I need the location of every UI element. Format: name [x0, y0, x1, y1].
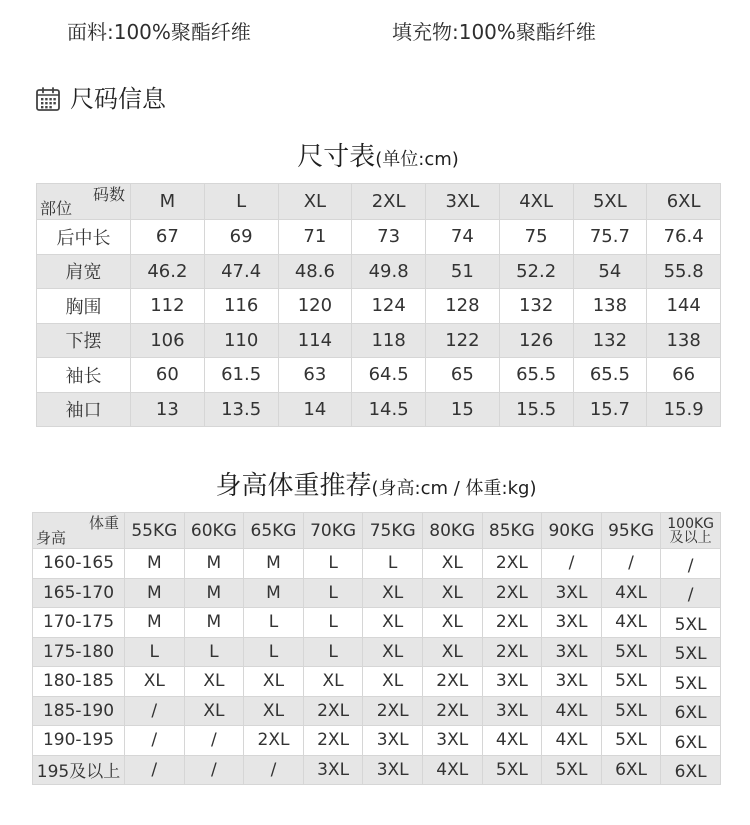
- size-cell: 2XL: [303, 726, 363, 756]
- size-cell: /: [661, 578, 721, 608]
- size-cell: 4XL: [542, 696, 602, 726]
- size-cell: L: [303, 608, 363, 638]
- measure-cell: 144: [647, 289, 721, 324]
- weight-header: 85KG: [482, 513, 542, 549]
- size-cell: L: [303, 549, 363, 579]
- size-cell: XL: [363, 667, 423, 697]
- size-cell: 3XL: [303, 755, 363, 785]
- size-cell: L: [303, 578, 363, 608]
- fabric-info: 面料:100%聚酯纤维: [67, 20, 251, 44]
- measure-cell: 64.5: [352, 358, 426, 393]
- recommend-table-header-row: [33, 513, 721, 549]
- size-cell: 4XL: [601, 578, 661, 608]
- size-cell: L: [184, 637, 244, 667]
- table-row: [37, 254, 721, 289]
- part-label: 袖长: [37, 358, 131, 393]
- measure-cell: 15: [426, 392, 500, 427]
- measure-cell: 55.8: [647, 254, 721, 289]
- size-header: XL: [278, 184, 352, 220]
- table-row: [33, 637, 721, 667]
- measure-cell: 67: [131, 220, 205, 255]
- measure-cell: 132: [499, 289, 573, 324]
- table-row: [37, 323, 721, 358]
- weight-header: 80KG: [422, 513, 482, 549]
- corner-cell: [37, 184, 131, 220]
- measure-cell: 74: [426, 220, 500, 255]
- size-cell: 4XL: [601, 608, 661, 638]
- size-header: 5XL: [573, 184, 647, 220]
- size-cell: 6XL: [661, 755, 721, 785]
- size-cell: L: [363, 549, 423, 579]
- weight-header: 90KG: [542, 513, 602, 549]
- part-label: 肩宽: [37, 254, 131, 289]
- table-row: [37, 358, 721, 393]
- size-cell: 3XL: [542, 637, 602, 667]
- size-cell: 2XL: [482, 637, 542, 667]
- height-label: 175-180: [33, 637, 125, 667]
- measure-cell: 48.6: [278, 254, 352, 289]
- measure-cell: 132: [573, 323, 647, 358]
- size-header: 4XL: [499, 184, 573, 220]
- measure-cell: 47.4: [204, 254, 278, 289]
- size-table: [36, 183, 721, 427]
- corner-top-label: 体重: [88, 514, 119, 532]
- size-cell: 2XL: [482, 608, 542, 638]
- size-header: 2XL: [352, 184, 426, 220]
- size-table-unit: (单位:cm): [375, 149, 459, 170]
- size-cell: 2XL: [244, 726, 304, 756]
- recommend-table-unit: (身高:cm / 体重:kg): [371, 478, 537, 499]
- weight-header: 100KG 及以上: [661, 513, 721, 549]
- measure-cell: 114: [278, 323, 352, 358]
- size-cell: 3XL: [363, 755, 423, 785]
- size-cell: XL: [363, 637, 423, 667]
- size-cell: /: [125, 755, 185, 785]
- size-cell: XL: [303, 667, 363, 697]
- measure-cell: 138: [573, 289, 647, 324]
- size-cell: 4XL: [422, 755, 482, 785]
- size-table-header-row: [37, 184, 721, 220]
- measure-cell: 128: [426, 289, 500, 324]
- size-cell: M: [125, 578, 185, 608]
- size-cell: 5XL: [542, 755, 602, 785]
- size-header: M: [131, 184, 205, 220]
- measure-cell: 73: [352, 220, 426, 255]
- size-cell: 5XL: [482, 755, 542, 785]
- part-label: 胸围: [37, 289, 131, 324]
- size-cell: 3XL: [542, 578, 602, 608]
- table-row: [33, 549, 721, 579]
- measure-cell: 122: [426, 323, 500, 358]
- size-cell: L: [244, 608, 304, 638]
- size-cell: XL: [422, 578, 482, 608]
- measure-cell: 118: [352, 323, 426, 358]
- size-cell: XL: [422, 608, 482, 638]
- height-label: 195及以上: [33, 755, 125, 785]
- size-cell: 6XL: [661, 696, 721, 726]
- height-label: 165-170: [33, 578, 125, 608]
- corner-bottom-label: 身高: [36, 529, 67, 547]
- size-cell: 5XL: [661, 667, 721, 697]
- size-cell: /: [661, 549, 721, 579]
- size-cell: 5XL: [661, 637, 721, 667]
- size-cell: 2XL: [303, 696, 363, 726]
- size-header: 3XL: [426, 184, 500, 220]
- measure-cell: 76.4: [647, 220, 721, 255]
- measure-cell: 60: [131, 358, 205, 393]
- size-cell: 3XL: [363, 726, 423, 756]
- measure-cell: 138: [647, 323, 721, 358]
- size-cell: M: [244, 549, 304, 579]
- size-cell: 3XL: [542, 608, 602, 638]
- size-cell: 3XL: [422, 726, 482, 756]
- measure-cell: 69: [204, 220, 278, 255]
- weight-header: 70KG: [303, 513, 363, 549]
- table-row: [37, 220, 721, 255]
- measure-cell: 65.5: [499, 358, 573, 393]
- measure-cell: 13: [131, 392, 205, 427]
- measure-cell: 65.5: [573, 358, 647, 393]
- size-cell: 5XL: [601, 696, 661, 726]
- size-cell: M: [125, 549, 185, 579]
- size-cell: 2XL: [363, 696, 423, 726]
- size-cell: 2XL: [482, 578, 542, 608]
- size-cell: XL: [422, 637, 482, 667]
- measure-cell: 54: [573, 254, 647, 289]
- corner-cell: [33, 513, 125, 549]
- size-cell: 5XL: [661, 608, 721, 638]
- part-label: 后中长: [37, 220, 131, 255]
- measure-cell: 106: [131, 323, 205, 358]
- table-row: [33, 726, 721, 756]
- calendar-icon: [35, 86, 61, 112]
- table-row: [33, 696, 721, 726]
- size-cell: 5XL: [601, 667, 661, 697]
- size-cell: XL: [184, 696, 244, 726]
- measure-cell: 15.7: [573, 392, 647, 427]
- measure-cell: 124: [352, 289, 426, 324]
- size-cell: 4XL: [542, 726, 602, 756]
- size-cell: M: [184, 549, 244, 579]
- size-table-title-text: 尺寸表: [297, 142, 376, 172]
- measure-cell: 75: [499, 220, 573, 255]
- size-cell: L: [303, 637, 363, 667]
- height-label: 190-195: [33, 726, 125, 756]
- size-cell: /: [601, 549, 661, 579]
- size-cell: 5XL: [601, 726, 661, 756]
- measure-cell: 126: [499, 323, 573, 358]
- part-label: 袖口: [37, 392, 131, 427]
- weight-header: 55KG: [125, 513, 185, 549]
- size-header: L: [204, 184, 278, 220]
- part-label: 下摆: [37, 323, 131, 358]
- size-header: 6XL: [647, 184, 721, 220]
- measure-cell: 15.9: [647, 392, 721, 427]
- recommend-table-title-text: 身高体重推荐: [215, 471, 372, 501]
- size-cell: 3XL: [482, 696, 542, 726]
- corner-top-label: 码数: [92, 185, 125, 204]
- measure-cell: 14.5: [352, 392, 426, 427]
- size-cell: M: [125, 608, 185, 638]
- table-row: [37, 289, 721, 324]
- measure-cell: 15.5: [499, 392, 573, 427]
- size-cell: XL: [244, 696, 304, 726]
- size-cell: /: [184, 726, 244, 756]
- size-cell: /: [125, 696, 185, 726]
- corner-bottom-label: 部位: [40, 199, 73, 218]
- recommend-table: [32, 512, 721, 785]
- size-cell: XL: [244, 667, 304, 697]
- size-cell: 2XL: [422, 696, 482, 726]
- measure-cell: 66: [647, 358, 721, 393]
- weight-header: 65KG: [244, 513, 304, 549]
- size-cell: 3XL: [482, 667, 542, 697]
- size-cell: /: [184, 755, 244, 785]
- size-cell: XL: [363, 608, 423, 638]
- measure-cell: 120: [278, 289, 352, 324]
- height-label: 185-190: [33, 696, 125, 726]
- table-row: [33, 608, 721, 638]
- size-cell: 2XL: [482, 549, 542, 579]
- size-cell: 6XL: [601, 755, 661, 785]
- size-cell: 3XL: [542, 667, 602, 697]
- size-cell: 2XL: [422, 667, 482, 697]
- measure-cell: 116: [204, 289, 278, 324]
- measure-cell: 49.8: [352, 254, 426, 289]
- size-cell: 4XL: [482, 726, 542, 756]
- size-cell: /: [244, 755, 304, 785]
- weight-header: 95KG: [601, 513, 661, 549]
- size-table-title: [36, 140, 720, 177]
- measure-cell: 63: [278, 358, 352, 393]
- section-title: 尺码信息: [70, 85, 166, 113]
- table-row: [37, 392, 721, 427]
- measure-cell: 112: [131, 289, 205, 324]
- weight-header: 60KG: [184, 513, 244, 549]
- size-cell: XL: [184, 667, 244, 697]
- table-row: [33, 667, 721, 697]
- table-row: [33, 578, 721, 608]
- measure-cell: 46.2: [131, 254, 205, 289]
- size-cell: /: [125, 726, 185, 756]
- measure-cell: 71: [278, 220, 352, 255]
- size-cell: L: [244, 637, 304, 667]
- size-cell: XL: [125, 667, 185, 697]
- recommend-table-title: [32, 469, 720, 506]
- size-cell: XL: [363, 578, 423, 608]
- height-label: 160-165: [33, 549, 125, 579]
- size-cell: XL: [422, 549, 482, 579]
- measure-cell: 52.2: [499, 254, 573, 289]
- height-label: 180-185: [33, 667, 125, 697]
- table-row: [33, 755, 721, 785]
- size-cell: 5XL: [601, 637, 661, 667]
- size-cell: M: [244, 578, 304, 608]
- filling-info: 填充物:100%聚酯纤维: [392, 20, 596, 44]
- measure-cell: 13.5: [204, 392, 278, 427]
- measure-cell: 51: [426, 254, 500, 289]
- measure-cell: 61.5: [204, 358, 278, 393]
- measure-cell: 110: [204, 323, 278, 358]
- measure-cell: 65: [426, 358, 500, 393]
- size-cell: M: [184, 608, 244, 638]
- size-cell: L: [125, 637, 185, 667]
- height-label: 170-175: [33, 608, 125, 638]
- size-cell: /: [542, 549, 602, 579]
- size-cell: M: [184, 578, 244, 608]
- measure-cell: 14: [278, 392, 352, 427]
- size-cell: 6XL: [661, 726, 721, 756]
- measure-cell: 75.7: [573, 220, 647, 255]
- weight-header: 75KG: [363, 513, 423, 549]
